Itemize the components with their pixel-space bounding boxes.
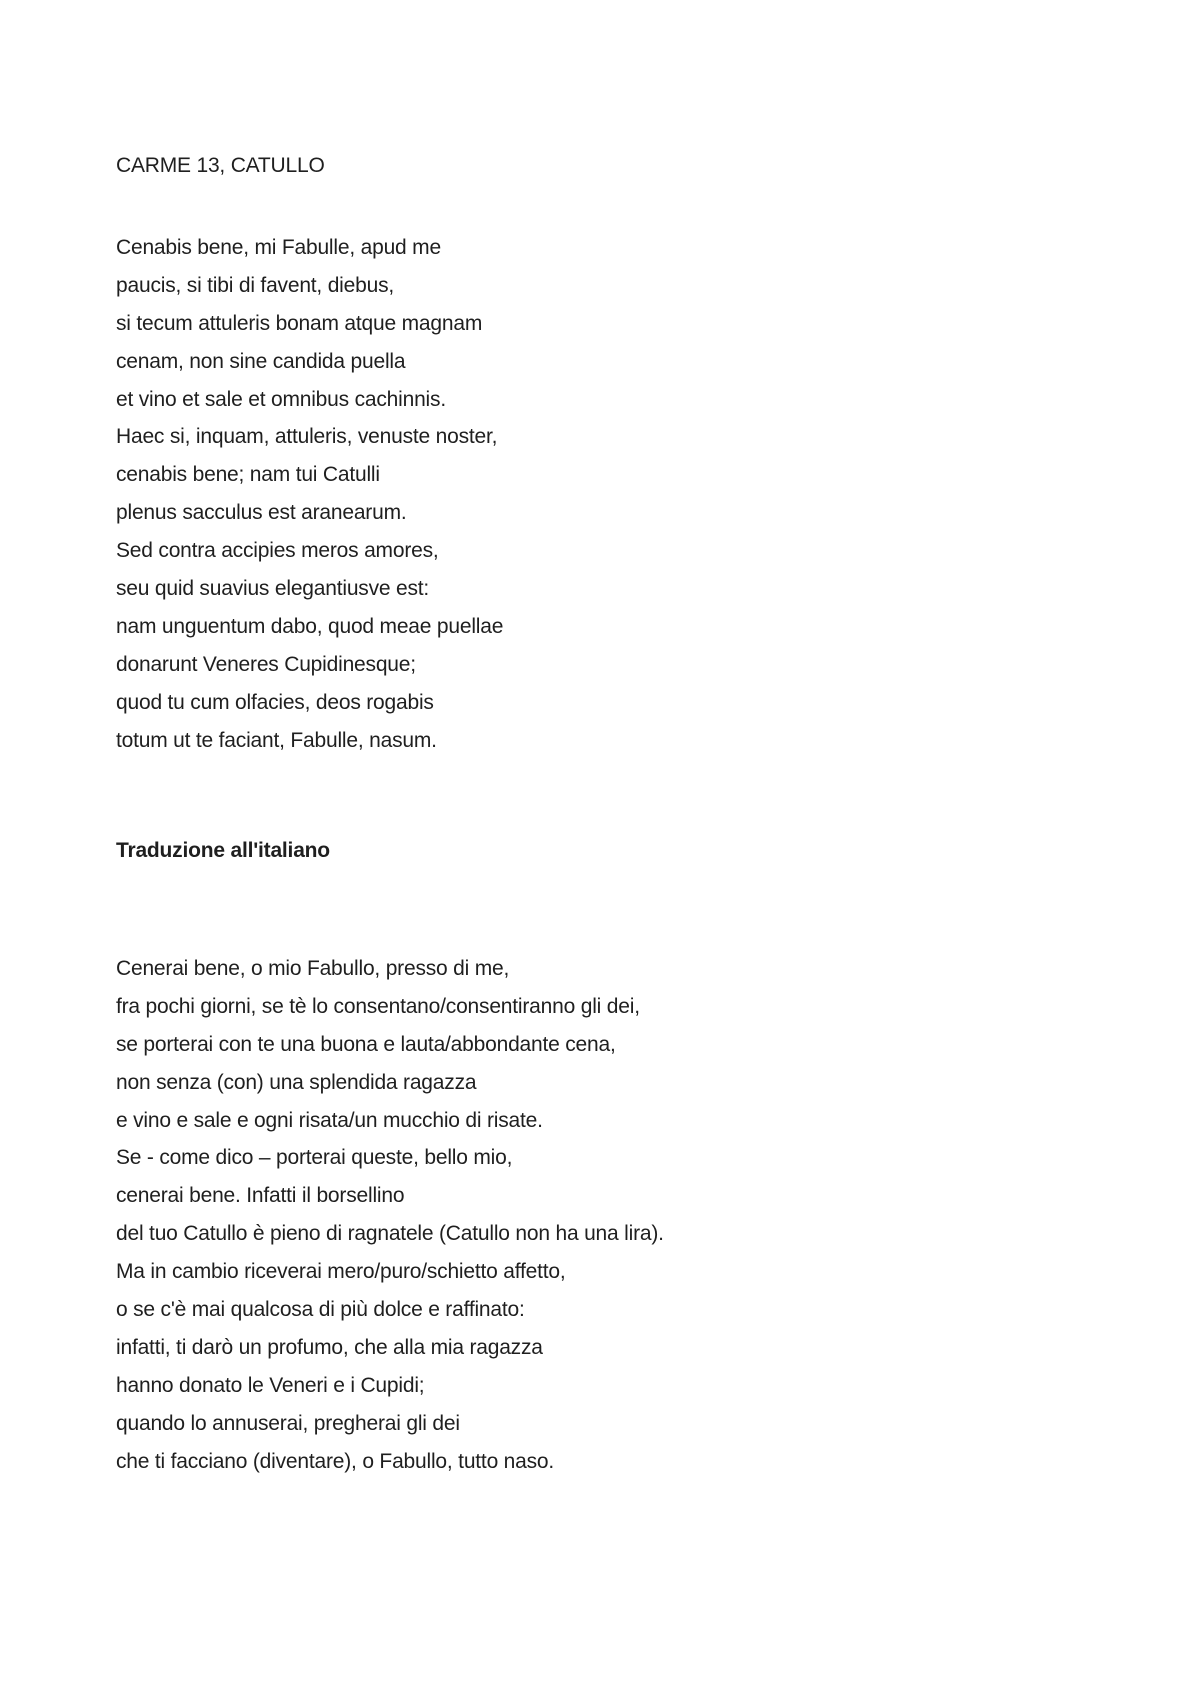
italian-line: Ma in cambio riceverai mero/puro/schietto affetto, [116,1260,566,1284]
italian-line: o se c'è mai qualcosa di più dolce e raffinato: [116,1298,525,1322]
latin-line: nam unguentum dabo, quod meae puellae [116,614,504,638]
italian-translation [116,950,1016,1480]
latin-line: Haec si, inquam, attuleris, venuste noster, [116,425,498,449]
latin-line: donarunt Veneres Cupidinesque; [116,652,416,676]
latin-line: quod tu cum olfacies, deos rogabis [116,690,434,714]
latin-line: totum ut te faciant, Fabulle, nasum. [116,728,437,752]
italian-line: non senza (con) una splendida ragazza [116,1070,477,1094]
document-title: CARME 13, CATULLO [116,154,325,177]
italian-line: quando lo annuserai, pregherai gli dei [116,1411,460,1435]
italian-line: che ti facciano (diventare), o Fabullo, tutto naso. [116,1449,555,1473]
latin-poem [116,229,1016,759]
italian-line: hanno donato le Veneri e i Cupidi; [116,1373,425,1397]
translation-heading: Traduzione all'italiano [116,839,330,862]
latin-line: Sed contra accipies meros amores, [116,539,439,563]
latin-line: Cenabis bene, mi Fabulle, apud me [116,236,441,259]
italian-line: Se - come dico – porterai queste, bello mio, [116,1146,513,1170]
italian-line: cenerai bene. Infatti il borsellino [116,1184,405,1208]
latin-line: et vino et sale et omnibus cachinnis. [116,387,446,411]
latin-line: cenam, non sine candida puella [116,349,406,373]
italian-line: e vino e sale e ogni risata/un mucchio di risate. [116,1108,543,1132]
latin-line: si tecum attuleris bonam atque magnam [116,311,483,335]
italian-line: fra pochi giorni, se tè lo consentano/consentiranno gli dei, [116,994,640,1018]
latin-line: seu quid suavius elegantiusve est: [116,577,430,601]
italian-line: Cenerai bene, o mio Fabullo, presso di me, [116,957,510,980]
latin-line: cenabis bene; nam tui Catulli [116,463,380,487]
italian-line: se porterai con te una buona e lauta/abbondante cena, [116,1032,616,1056]
latin-line: plenus sacculus est aranearum. [116,501,407,525]
italian-line: infatti, ti darò un profumo, che alla mia ragazza [116,1335,543,1359]
italian-line: del tuo Catullo è pieno di ragnatele (Catullo non ha una lira). [116,1222,664,1246]
latin-line: paucis, si tibi di favent, diebus, [116,273,395,297]
